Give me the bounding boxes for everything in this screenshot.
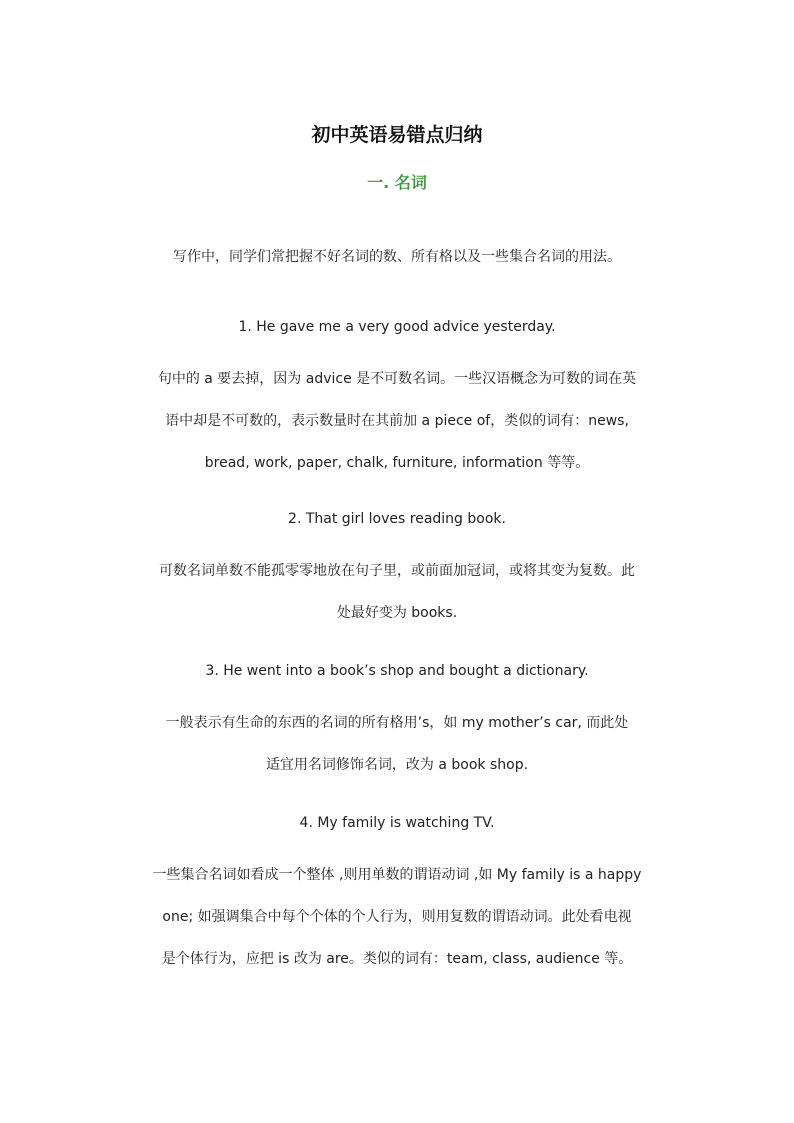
example-sentence: 4. My family is watching TV. [299,815,495,831]
explanation-line: 可数名词单数不能孤零零地放在句子里，或前面加冠词，或将其变为复数。此 [159,563,635,579]
explanation-line: 一般表示有生命的东西的名词的所有格用’s，如 my mother’s car, 而此处 [165,715,629,731]
explanation-paragraph [120,702,674,786]
explanation-line: one; 如强调集合中每个个体的个人行为，则用复数的谓语动词。此处看电视 [162,909,632,925]
example-sentence: 3. He went into a book’s shop and bought a dictionary. [205,663,589,679]
error-item [120,812,674,980]
error-item [120,316,674,484]
example-sentence: 1. He gave me a very good advice yesterday. [238,319,556,335]
explanation-line: 一些集合名词如看成一个整体 ,则用单数的谓语动词 ,如 My family is a happy [152,867,642,883]
section-heading: 一. 名词 [367,173,427,192]
error-item [120,508,674,634]
example-sentence: 2. That girl loves reading book. [288,511,506,527]
explanation-paragraph [120,854,674,980]
explanation-line: bread, work, paper, chalk, furniture, information 等等。 [204,455,590,471]
explanation-line: 句中的 a 要去掉，因为 advice 是不可数名词。一些汉语概念为可数的词在英 [157,371,637,387]
explanation-paragraph [120,358,674,484]
explanation-line: 处最好变为 books. [336,605,458,621]
document-title: 初中英语易错点归纳 [311,124,483,146]
intro-paragraph: 写作中，同学们常把握不好名词的数、所有格以及一些集合名词的用法。 [173,249,621,265]
explanation-line: 适宜用名词修饰名词，改为 a book shop. [265,757,529,773]
explanation-line: 语中却是不可数的，表示数量时在其前加 a piece of，类似的词有：news, [165,413,629,429]
error-item [120,660,674,786]
explanation-line: 是个体行为，应把 is 改为 are。类似的词有：team, class, audience 等。 [161,951,633,967]
explanation-paragraph [120,550,674,634]
